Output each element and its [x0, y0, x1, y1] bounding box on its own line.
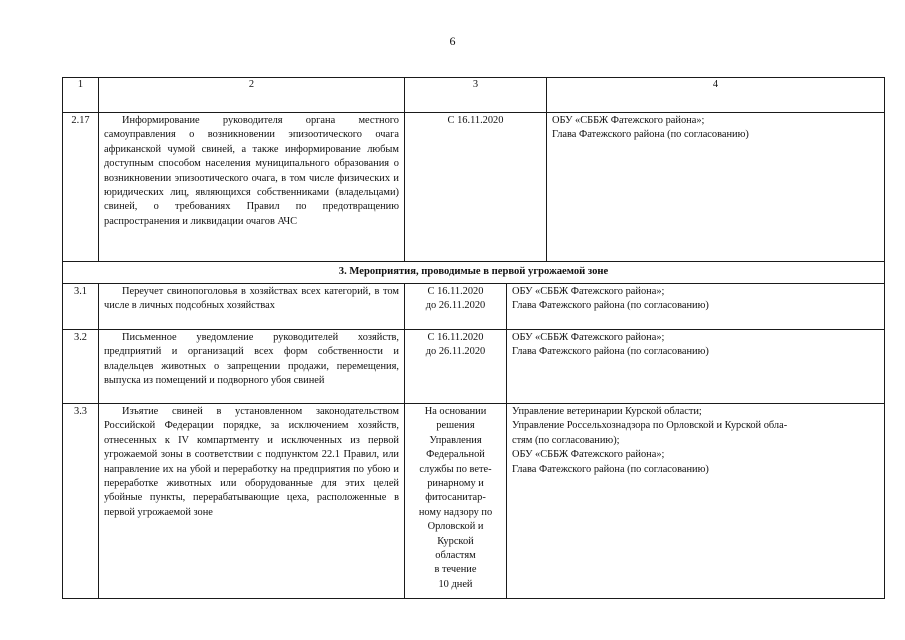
deadline: С 16.11.2020	[447, 115, 504, 126]
responsible-line: стям (по согласованию);	[512, 434, 620, 446]
deadline-line: Управления	[429, 434, 482, 446]
responsible	[512, 405, 882, 477]
deadline-line: На основании	[424, 406, 487, 417]
deadline-line: ному надзору по	[418, 506, 493, 518]
row-number: 3.3	[74, 406, 87, 417]
table-rule	[62, 112, 885, 113]
deadline-line: решения	[436, 420, 475, 432]
responsible-line: Глава Фатежского района (по согласованию)	[512, 346, 709, 358]
table-rule	[62, 261, 885, 262]
deadline	[405, 285, 506, 314]
deadline	[405, 331, 506, 360]
measure-description: Информирование руководителя органа местного самоуправления о возникновении эпизоотического очага африканской чумой свиней, а также информирование любым доступным способом населения муниципального образования о возникновении эпизоотического очага, в том числе физических и юридических лиц, являющихся собственниками (владельцами) свиней, о требованиях Правил по предотвращению распространения и ликвидации очагов АЧС	[104, 115, 399, 227]
deadline-line: областям	[435, 550, 476, 562]
section-title: 3. Мероприятия, проводимые в первой угрожаемой зоне	[338, 266, 609, 277]
table-rule	[506, 283, 507, 598]
deadline-line: 10 дней	[438, 578, 473, 590]
column-header: 2	[248, 79, 255, 90]
row-number: 3.2	[74, 332, 87, 343]
column-header: 4	[712, 79, 719, 90]
column-header: 3	[472, 79, 479, 90]
column-header: 1	[77, 79, 84, 90]
responsible-line: ОБУ «СББЖ Фатежского района»;	[552, 115, 705, 126]
measure-description: Письменное уведомление руководителей хозяйств, предприятий и организаций всех форм собственности и владельцев животных о запрещении продажи, перемещения, выпуска из помещений и подворного убоя свиней	[104, 332, 399, 387]
table-rule	[62, 598, 885, 599]
table-rule	[62, 283, 885, 284]
page-number: 6	[449, 34, 456, 48]
deadline-line: С 16.11.2020	[427, 332, 484, 343]
row-number: 3.1	[74, 286, 87, 297]
responsible-line: ОБУ «СББЖ Фатежского района»;	[512, 449, 665, 461]
measure-description: Переучет свинопоголовья в хозяйствах всех категорий, в том числе в личных подсобных хозяйствах	[104, 286, 399, 312]
table-rule	[546, 77, 547, 261]
responsible	[512, 285, 882, 314]
table-rule	[62, 329, 885, 330]
deadline-line: в течение	[434, 564, 477, 576]
responsible-line: ОБУ «СББЖ Фатежского района»;	[512, 286, 665, 297]
deadline-line: фитосанитар-	[425, 492, 486, 504]
responsible-line: Управление Россельхознадзора по Орловской и Курской обла-	[512, 420, 788, 432]
responsible	[512, 331, 882, 360]
deadline	[405, 405, 506, 592]
deadline-line: Федеральной	[426, 449, 485, 461]
deadline-line: службы по вете-	[419, 463, 492, 475]
deadline-line: Курской	[437, 535, 474, 547]
deadline-line: ринарному и	[427, 478, 484, 490]
responsible-line: Управление ветеринарии Курской области;	[512, 406, 702, 417]
row-number: 2.17	[71, 115, 90, 126]
table-rule	[62, 403, 885, 404]
deadline-line: до 26.11.2020	[425, 346, 486, 358]
responsible-line: ОБУ «СББЖ Фатежского района»;	[512, 332, 665, 343]
deadline-line: С 16.11.2020	[427, 286, 484, 297]
table-rule	[98, 77, 99, 261]
deadline-line: до 26.11.2020	[425, 300, 486, 312]
responsible-line: Глава Фатежского района (по согласованию)	[512, 300, 709, 312]
responsible	[552, 114, 882, 143]
responsible-line: Глава Фатежского района (по согласованию)	[512, 463, 709, 475]
table-rule	[404, 77, 405, 261]
deadline-line: Орловской и	[427, 521, 484, 533]
measure-description: Изъятие свиней в установленном законодательством Российской Федерации порядке, за исключением хозяйств, отнесенных к IV компартменту и исключенных из первой угрожаемой зоны в соответствии с подпунктом 22.1 Правил, или направление их на убой и переработку на предприятия по убою и переработке животных или оборудованные для этих целей убойные пункты, перерабатывающие цеха, расположенные в первой угрожаемой зоне	[104, 406, 399, 518]
responsible-line: Глава Фатежского района (по согласованию)	[552, 129, 749, 141]
table-rule	[98, 283, 99, 598]
table-rule	[884, 77, 885, 599]
